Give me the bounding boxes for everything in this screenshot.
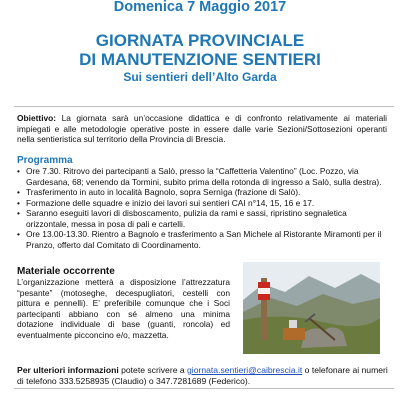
toolbox xyxy=(283,328,305,340)
info-text-after: o telefonare ai numeri di telefono 333.5258935 (Claudio) o 347.7281689 (Federico). xyxy=(17,365,388,386)
sign-stripe-red-bottom xyxy=(258,294,270,300)
materials-text: L’organizzazione metterà a disposizione l’attrezzatura “pesante” (motoseghe, decespugliatori, cestelli con pittura e pennelli). E’ preferibile comunque che i Soci partecipanti abbiano con sé almeno una minima dotazione individuale di base (guanti, roncola) ed eventualmente picconcino e/o, mazzetta. xyxy=(17,277,230,340)
materials-heading: Materiale occorrente xyxy=(17,266,115,277)
objective-paragraph xyxy=(17,113,387,145)
program-item: • Ore 7.30. Ritrovo dei partecipanti a Salò, presso la “Caffetteria Valentino” (Loc. Pozzo, via Gardesana, 68; venendo da Tormini, subito prima della rotonda di ingresso a Salò, sulla destra). xyxy=(17,166,389,187)
sign-stripe-white xyxy=(258,288,270,294)
program-item: • Saranno eseguiti lavori di disboscamento, pulizia da rami e sassi, ripristino segnaletica orizzontale, messa in posa di pali e cartelli. xyxy=(17,208,389,229)
trail-sign-photo xyxy=(243,262,380,354)
info-label: Per ulteriori informazioni xyxy=(17,365,119,375)
event-date: Domenica 7 Maggio 2017 xyxy=(113,0,287,15)
sign-stripe-red-top xyxy=(258,282,270,288)
page-title-line-2: DI MANUTENZIONE SENTIERI xyxy=(79,50,321,69)
email-link[interactable]: giornata.sentieri@caibrescia.it xyxy=(187,365,303,375)
page-title-line-1: GIORNATA PROVINCIALE xyxy=(95,31,305,50)
program-heading: Programma xyxy=(17,155,73,166)
program-item: • Trasferimento in auto in località Bagnolo, sopra Sernìga (frazione di Salò). xyxy=(17,187,389,198)
program-item: • Formazione delle squadre e inizio dei lavori sui sentieri CAI n°14, 15, 16 e 17. xyxy=(17,198,389,209)
page-subtitle: Sui sentieri dell’Alto Garda xyxy=(123,70,277,84)
objective-label: Obiettivo: xyxy=(17,113,57,123)
divider-bottom xyxy=(14,388,394,389)
info-paragraph xyxy=(17,365,389,386)
trail-sign-illustration xyxy=(243,262,380,354)
program-list xyxy=(17,166,389,250)
objective-text: La giornata sarà un’occasione didattica e di confronto relativamente ai materiali impiegati e alle metodologie operative poste in essere dalle varie Sezioni/Sottosezioni operanti nella sentieristica sul territorio della Provincia di Brescia. xyxy=(17,113,387,144)
program-item: • Ore 13.00-13.30. Rientro a Bagnolo e trasferimento a San Michele al Ristorante Miramonti per il Pranzo, offerto dal Comitato di Coordinamento. xyxy=(17,229,389,250)
paint-can xyxy=(289,320,297,328)
info-text-before: potete scrivere a xyxy=(118,365,188,375)
divider-top xyxy=(14,106,394,107)
